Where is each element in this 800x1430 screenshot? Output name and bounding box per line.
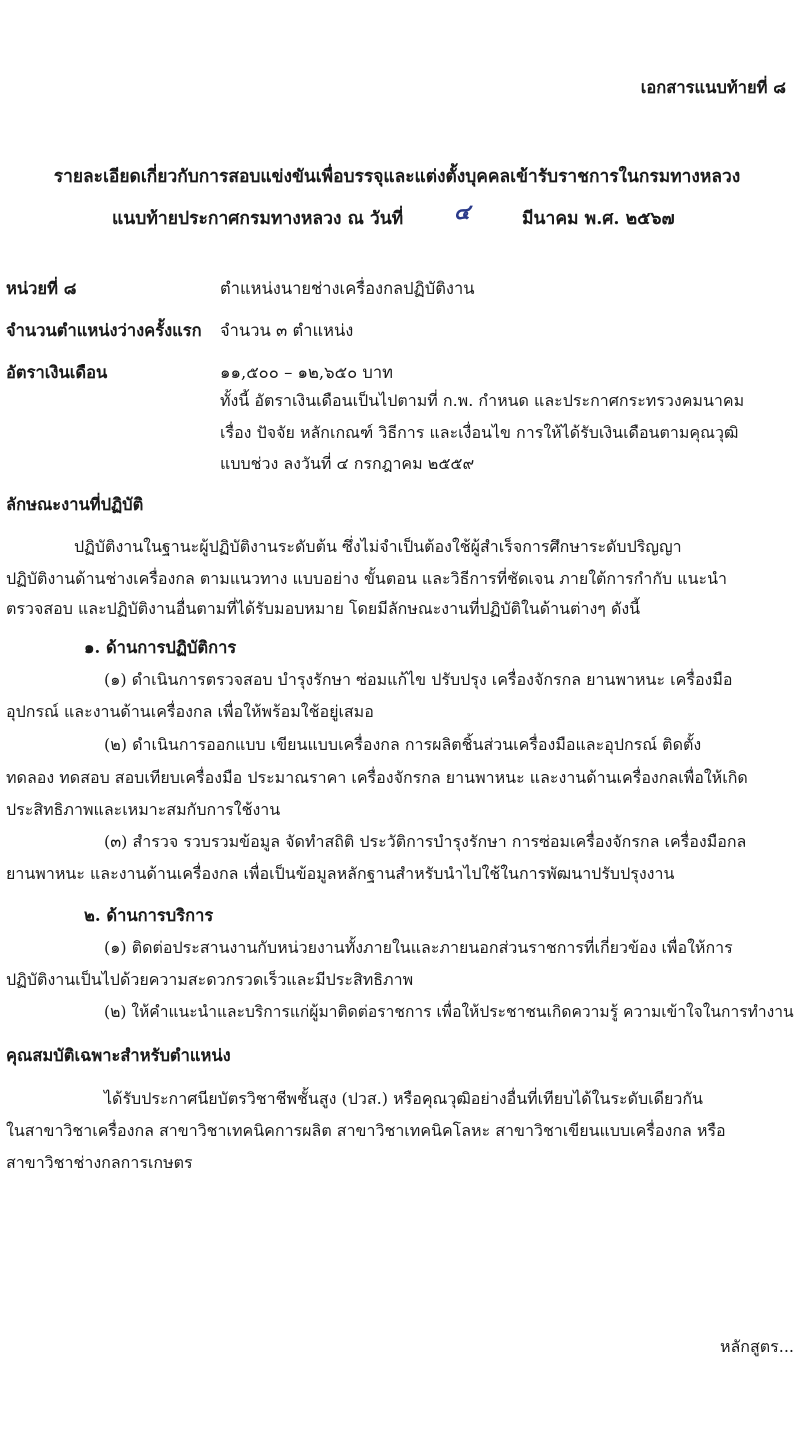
section-2-item-2-line: (๒) ให้คำแนะนำและบริการแก่ผู้มาติดต่อราชการ เพื่อให้ประชาชนเกิดความรู้ ความเข้าใจในการทำงาน	[104, 1002, 794, 1021]
section-1-item-3-line: (๓) สำรวจ รวบรวมข้อมูล จัดทำสถิติ ประวัติการบำรุงรักษา การซ่อมเครื่องจักรกล เครื่องมือกล	[104, 832, 747, 851]
section-2-item-1-line: (๑) ติดต่อประสานงานกับหน่วยงานทั้งภายในและภายนอกส่วนราชการที่เกี่ยวข้อง เพื่อให้การ	[104, 938, 733, 957]
duties-intro-line: ตรวจสอบ และปฏิบัติงานอื่นตามที่ได้รับมอบหมาย โดยมีลักษณะงานที่ปฏิบัติในด้านต่างๆ ดังนี้	[6, 599, 641, 618]
vacancy-label: จำนวนตำแหน่งว่างครั้งแรก	[6, 321, 202, 340]
qualifications-line: สาขาวิชาช่างกลการเกษตร	[6, 1153, 193, 1172]
section-1-item-3-line: ยานพาหนะ และงานด้านเครื่องกล เพื่อเป็นข้อมูลหลักฐานสำหรับนำไปใช้ในการพัฒนาปรับปรุงงาน	[6, 864, 675, 883]
salary-note-line: แบบช่วง ลงวันที่ ๔ กรกฎาคม ๒๕๕๙	[220, 454, 475, 473]
section-2-heading: ๒. ด้านการบริการ	[84, 906, 214, 925]
section-1-item-2-line: (๒) ดำเนินการออกแบบ เขียนแบบเครื่องกล การผลิตชิ้นส่วนเครื่องมือและอุปกรณ์ ติดตั้ง	[104, 735, 702, 754]
qualifications-heading: คุณสมบัติเฉพาะสำหรับตำแหน่ง	[6, 1046, 231, 1065]
continued-marker: หลักสูตร...	[719, 1337, 794, 1356]
qualifications-line: ในสาขาวิชาเครื่องกล สาขาวิชาเทคนิคการผลิต สาขาวิชาเทคนิคโลหะ สาขาวิชาเขียนแบบเครื่องกล หรือ	[6, 1121, 726, 1140]
salary-note-line: ทั้งนี้ อัตราเงินเดือนเป็นไปตามที่ ก.พ. กำหนด และประกาศกระทรวงคมนาคม	[220, 391, 745, 410]
duties-heading: ลักษณะงานที่ปฏิบัติ	[6, 495, 144, 514]
handwritten-day: ๔	[454, 200, 470, 224]
duties-intro-line: ปฏิบัติงานด้านช่างเครื่องกล ตามแนวทาง แบบอย่าง ขั้นตอน และวิธีการที่ชัดเจน ภายใต้การกำกับ แนะนำ	[6, 569, 728, 588]
vacancy-value: จำนวน ๓ ตำแหน่ง	[220, 321, 354, 340]
section-1-heading: ๑. ด้านการปฏิบัติการ	[84, 638, 237, 657]
document-title-line-2-suffix: มีนาคม พ.ศ. ๒๕๖๗	[522, 209, 675, 229]
salary-value: ๑๑,๕๐๐ – ๑๒,๖๕๐ บาท	[220, 363, 394, 382]
document-reference: เอกสารแนบท้ายที่ ๘	[640, 78, 786, 97]
qualifications-line: ได้รับประกาศนียบัตรวิชาชีพชั้นสูง (ปวส.) หรือคุณวุฒิอย่างอื่นที่เทียบได้ในระดับเดียวกัน	[104, 1089, 703, 1108]
salary-note-line: เรื่อง ปัจจัย หลักเกณฑ์ วิธีการ และเงื่อนไข การให้ได้รับเงินเดือนตามคุณวุฒิ	[220, 423, 739, 442]
document-title-line-1: รายละเอียดเกี่ยวกับการสอบแข่งขันเพื่อบรรจุและแต่งตั้งบุคคลเข้ารับราชการในกรมทางหลวง	[53, 167, 741, 187]
salary-label: อัตราเงินเดือน	[6, 363, 108, 382]
duties-intro-line: ปฏิบัติงานในฐานะผู้ปฏิบัติงานระดับต้น ซึ่งไม่จำเป็นต้องใช้ผู้สำเร็จการศึกษาระดับปริญญา	[74, 537, 682, 556]
section-1-item-1-line: (๑) ดำเนินการตรวจสอบ บำรุงรักษา ซ่อมแก้ไข ปรับปรุง เครื่องจักรกล ยานพาหนะ เครื่องมือ	[104, 670, 733, 689]
document-title-line-2-prefix: แนบท้ายประกาศกรมทางหลวง ณ วันที่	[112, 209, 404, 229]
section-1-item-2-line: ทดลอง ทดสอบ สอบเทียบเครื่องมือ ประมาณราคา เครื่องจักรกล ยานพาหนะ และงานด้านเครื่องกลเพื่อให้เกิด	[6, 768, 748, 787]
unit-value: ตำแหน่งนายช่างเครื่องกลปฏิบัติงาน	[220, 279, 475, 298]
section-1-item-2-line: ประสิทธิภาพและเหมาะสมกับการใช้งาน	[6, 800, 281, 819]
section-1-item-1-line: อุปกรณ์ และงานด้านเครื่องกล เพื่อให้พร้อมใช้อยู่เสมอ	[6, 702, 374, 721]
unit-label: หน่วยที่ ๘	[6, 279, 77, 298]
section-2-item-1-line: ปฏิบัติงานเป็นไปด้วยความสะดวกรวดเร็วและมีประสิทธิภาพ	[6, 970, 414, 989]
